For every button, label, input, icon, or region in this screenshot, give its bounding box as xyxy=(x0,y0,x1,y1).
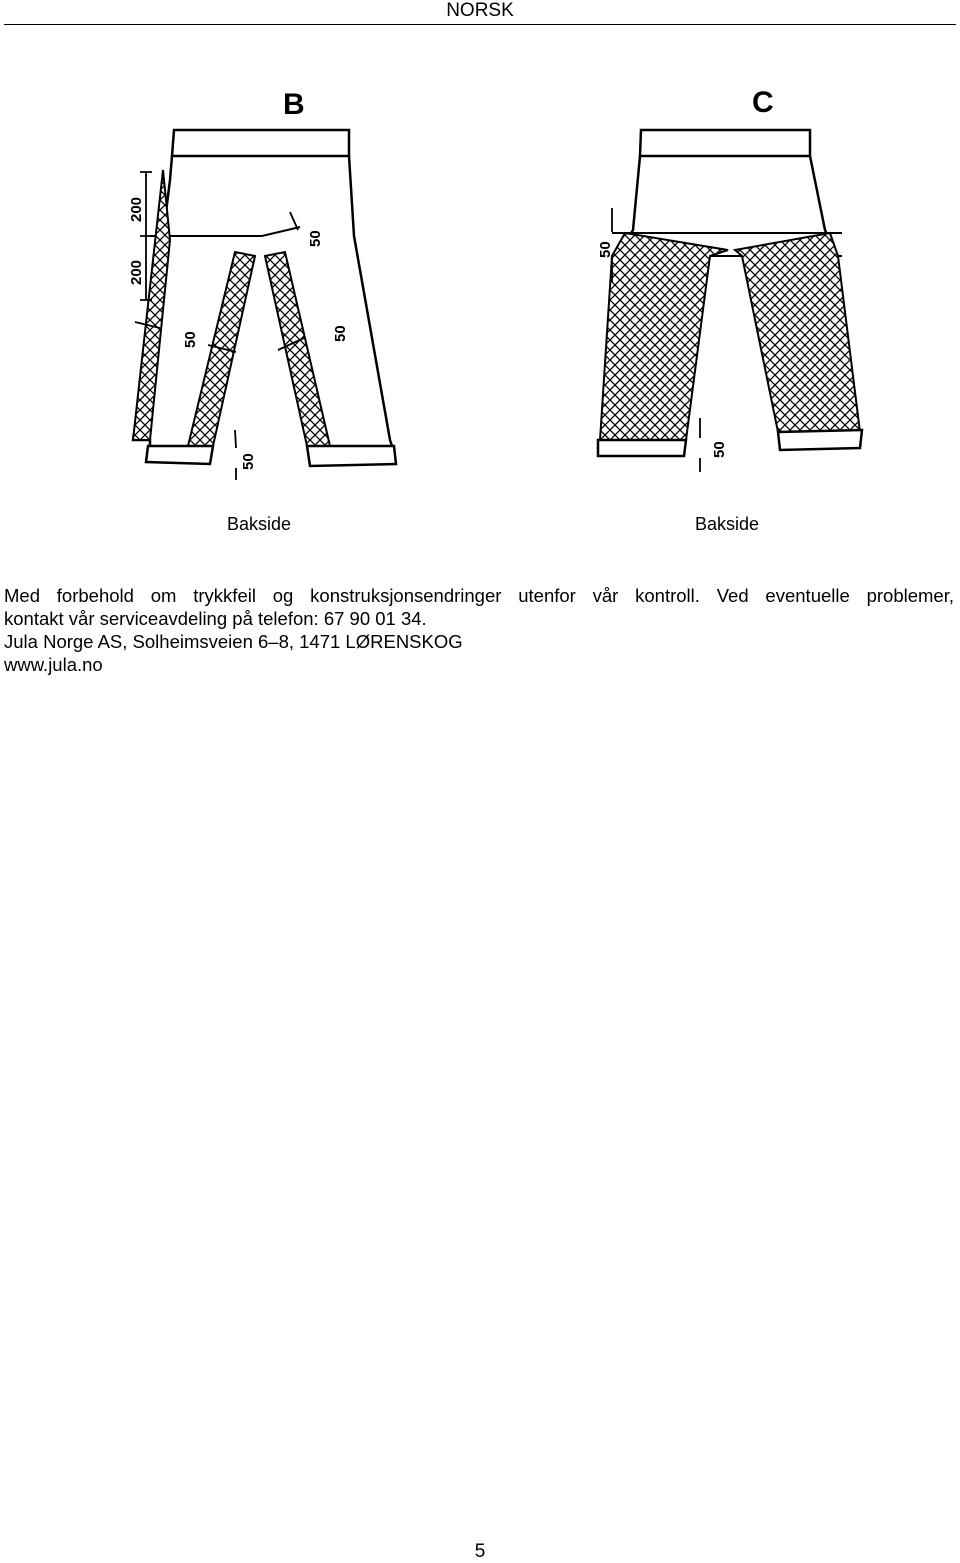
figure-c-letter: C xyxy=(752,86,774,119)
dim-50-crotch: 50 xyxy=(307,230,324,247)
dim-50-cuff: 50 xyxy=(711,441,728,458)
dim-200-lower: 200 xyxy=(128,259,145,285)
dim-50-seat: 50 xyxy=(597,241,614,258)
notice-line-2: kontakt vår serviceavdeling på telefon: 67 90 01 34. xyxy=(4,608,427,629)
notice-line-3: Jula Norge AS, Solheimsveien 6–8, 1471 LØRENSKOG xyxy=(4,631,463,652)
notice-website: www.jula.no xyxy=(4,654,103,675)
disclaimer-notice xyxy=(4,584,954,676)
figure-b-caption: Bakside xyxy=(227,514,292,534)
notice-line-1: Med forbehold om trykkfeil og konstruksjonsendringer utenfor vår kontroll. Ved eventuelle problemer, xyxy=(4,585,954,606)
dim-200-upper: 200 xyxy=(128,196,145,222)
dim-50-cuff: 50 xyxy=(240,453,257,470)
dim-50-inner-right: 50 xyxy=(332,325,349,342)
figure-c-trousers-back xyxy=(590,80,870,480)
header-divider xyxy=(4,24,956,25)
header-language: NORSK xyxy=(446,0,514,21)
dim-50-inner-left: 50 xyxy=(182,331,199,348)
figure-c-caption: Bakside xyxy=(695,514,760,534)
page-number: 5 xyxy=(474,1541,486,1562)
figure-b-letter: B xyxy=(283,88,305,121)
figure-b-trousers-back xyxy=(120,80,410,500)
